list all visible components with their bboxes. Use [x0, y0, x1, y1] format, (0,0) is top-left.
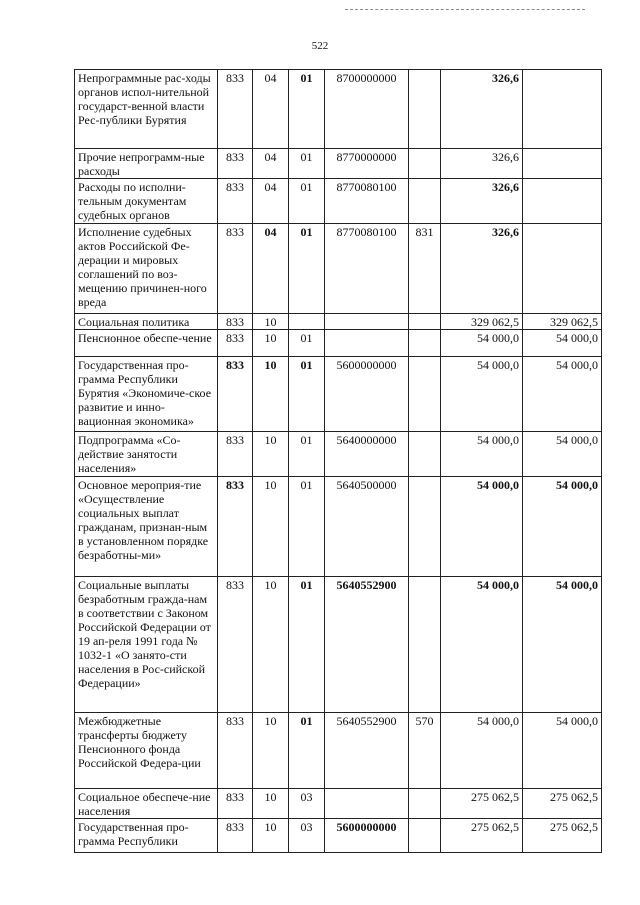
- row-rz-cell: 04: [253, 70, 289, 149]
- row-rz-cell: 04: [253, 179, 289, 224]
- row-pr-cell: 01: [289, 330, 325, 357]
- row-vr-cell: [409, 789, 441, 819]
- row-amount-1-cell: 326,6: [441, 224, 523, 314]
- row-amount-1-cell: 275 062,5: [441, 819, 523, 853]
- row-csr-cell: 5640000000: [325, 432, 409, 477]
- row-name-cell: Пенсионное обеспе-чение: [75, 330, 218, 357]
- row-name-cell: Межбюджетные трансферты бюджету Пенсионного фонда Российской Федера-ции: [75, 713, 218, 789]
- row-rz-cell: 10: [253, 432, 289, 477]
- row-pr-cell: 01: [289, 577, 325, 713]
- row-name-cell: Прочие непрограмм-ные расходы: [75, 149, 218, 179]
- row-amount-1-cell: 329 062,5: [441, 314, 523, 330]
- row-csr-cell: 5640552900: [325, 577, 409, 713]
- row-pr-cell: 03: [289, 819, 325, 853]
- row-csr-cell: 8770000000: [325, 149, 409, 179]
- row-amount-2-cell: [523, 179, 602, 224]
- row-amount-1-cell: 54 000,0: [441, 577, 523, 713]
- row-name-cell: Государственная про-грамма Республики Бурятия «Экономиче-ское развитие и инно-вационная экономика»: [75, 357, 218, 432]
- row-amount-2-cell: 54 000,0: [523, 713, 602, 789]
- row-name-cell: Социальные выплаты безработным гражда-нам в соответствии с Законом Российской Федерации от 19 ап-реля 1991 года № 1032-1 «О занято-сти населения в Рос-сийской Федерации»: [75, 577, 218, 713]
- row-amount-2-cell: 54 000,0: [523, 357, 602, 432]
- row-pr-cell: 01: [289, 179, 325, 224]
- row-name-cell: Исполнение судебных актов Российской Фе-дерации и мировых соглашений по воз-мещению причинен-ного вреда: [75, 224, 218, 314]
- table-row: [75, 179, 602, 224]
- row-rz-cell: 10: [253, 477, 289, 577]
- row-gr-cell: 833: [218, 224, 253, 314]
- row-amount-1-cell: 326,6: [441, 70, 523, 149]
- row-pr-cell: 01: [289, 149, 325, 179]
- row-vr-cell: 831: [409, 224, 441, 314]
- row-vr-cell: [409, 330, 441, 357]
- table-row: [75, 789, 602, 819]
- row-gr-cell: 833: [218, 149, 253, 179]
- row-pr-cell: 01: [289, 477, 325, 577]
- row-gr-cell: 833: [218, 819, 253, 853]
- row-csr-cell: 5600000000: [325, 819, 409, 853]
- row-name-cell: Основное мероприя-тие «Осуществление социальных выплат гражданам, признан-ным в установленном порядке безработны-ми»: [75, 477, 218, 577]
- row-rz-cell: 04: [253, 224, 289, 314]
- row-amount-1-cell: 54 000,0: [441, 357, 523, 432]
- row-vr-cell: [409, 314, 441, 330]
- row-amount-2-cell: 275 062,5: [523, 819, 602, 853]
- row-pr-cell: 01: [289, 432, 325, 477]
- row-rz-cell: 04: [253, 149, 289, 179]
- row-gr-cell: 833: [218, 713, 253, 789]
- row-vr-cell: [409, 149, 441, 179]
- row-name-cell: Социальное обеспече-ние населения: [75, 789, 218, 819]
- top-border-line: [345, 9, 585, 10]
- row-vr-cell: [409, 70, 441, 149]
- table-row: [75, 477, 602, 577]
- row-pr-cell: 01: [289, 713, 325, 789]
- row-amount-1-cell: 54 000,0: [441, 713, 523, 789]
- budget-table: [74, 69, 602, 853]
- row-amount-1-cell: 54 000,0: [441, 330, 523, 357]
- table-row: [75, 819, 602, 853]
- row-csr-cell: [325, 330, 409, 357]
- row-vr-cell: 570: [409, 713, 441, 789]
- row-pr-cell: 01: [289, 70, 325, 149]
- row-gr-cell: 833: [218, 179, 253, 224]
- row-pr-cell: 01: [289, 357, 325, 432]
- table-row: [75, 330, 602, 357]
- row-amount-1-cell: 54 000,0: [441, 477, 523, 577]
- row-csr-cell: [325, 314, 409, 330]
- row-amount-1-cell: 326,6: [441, 179, 523, 224]
- row-amount-2-cell: 54 000,0: [523, 432, 602, 477]
- row-rz-cell: 10: [253, 357, 289, 432]
- table-row: [75, 713, 602, 789]
- row-csr-cell: 5640500000: [325, 477, 409, 577]
- row-amount-2-cell: 275 062,5: [523, 789, 602, 819]
- row-pr-cell: 01: [289, 224, 325, 314]
- row-csr-cell: 5600000000: [325, 357, 409, 432]
- row-csr-cell: 8770080100: [325, 224, 409, 314]
- table-row: [75, 314, 602, 330]
- row-gr-cell: 833: [218, 70, 253, 149]
- row-rz-cell: 10: [253, 819, 289, 853]
- row-amount-1-cell: 275 062,5: [441, 789, 523, 819]
- row-amount-2-cell: [523, 149, 602, 179]
- row-csr-cell: [325, 789, 409, 819]
- table-row: [75, 357, 602, 432]
- row-rz-cell: 10: [253, 789, 289, 819]
- row-vr-cell: [409, 179, 441, 224]
- row-gr-cell: 833: [218, 577, 253, 713]
- row-amount-2-cell: 54 000,0: [523, 477, 602, 577]
- page-number: 522: [311, 40, 329, 52]
- row-amount-1-cell: 326,6: [441, 149, 523, 179]
- row-name-cell: Расходы по исполни-тельным документам судебных органов: [75, 179, 218, 224]
- row-csr-cell: 8770080100: [325, 179, 409, 224]
- table-row: [75, 149, 602, 179]
- row-vr-cell: [409, 357, 441, 432]
- row-rz-cell: 10: [253, 330, 289, 357]
- row-name-cell: Подпрограмма «Со-действие занятости населения»: [75, 432, 218, 477]
- row-gr-cell: 833: [218, 357, 253, 432]
- row-name-cell: Социальная политика: [75, 314, 218, 330]
- row-rz-cell: 10: [253, 314, 289, 330]
- row-gr-cell: 833: [218, 330, 253, 357]
- row-rz-cell: 10: [253, 713, 289, 789]
- row-amount-1-cell: 54 000,0: [441, 432, 523, 477]
- row-vr-cell: [409, 432, 441, 477]
- row-gr-cell: 833: [218, 314, 253, 330]
- row-gr-cell: 833: [218, 477, 253, 577]
- row-amount-2-cell: 54 000,0: [523, 577, 602, 713]
- row-amount-2-cell: [523, 224, 602, 314]
- row-csr-cell: 8700000000: [325, 70, 409, 149]
- row-name-cell: Государственная про-грамма Республики: [75, 819, 218, 853]
- row-vr-cell: [409, 577, 441, 713]
- row-pr-cell: 03: [289, 789, 325, 819]
- row-vr-cell: [409, 819, 441, 853]
- row-pr-cell: [289, 314, 325, 330]
- table-row: [75, 577, 602, 713]
- row-amount-2-cell: 329 062,5: [523, 314, 602, 330]
- table-row: [75, 224, 602, 314]
- row-rz-cell: 10: [253, 577, 289, 713]
- row-csr-cell: 5640552900: [325, 713, 409, 789]
- row-vr-cell: [409, 477, 441, 577]
- row-amount-2-cell: 54 000,0: [523, 330, 602, 357]
- table-row: [75, 432, 602, 477]
- row-amount-2-cell: [523, 70, 602, 149]
- row-gr-cell: 833: [218, 789, 253, 819]
- table-row: [75, 70, 602, 149]
- row-name-cell: Непрограммные рас-ходы органов испол-нительной государст-венной власти Рес-публики Бурятия: [75, 70, 218, 149]
- row-gr-cell: 833: [218, 432, 253, 477]
